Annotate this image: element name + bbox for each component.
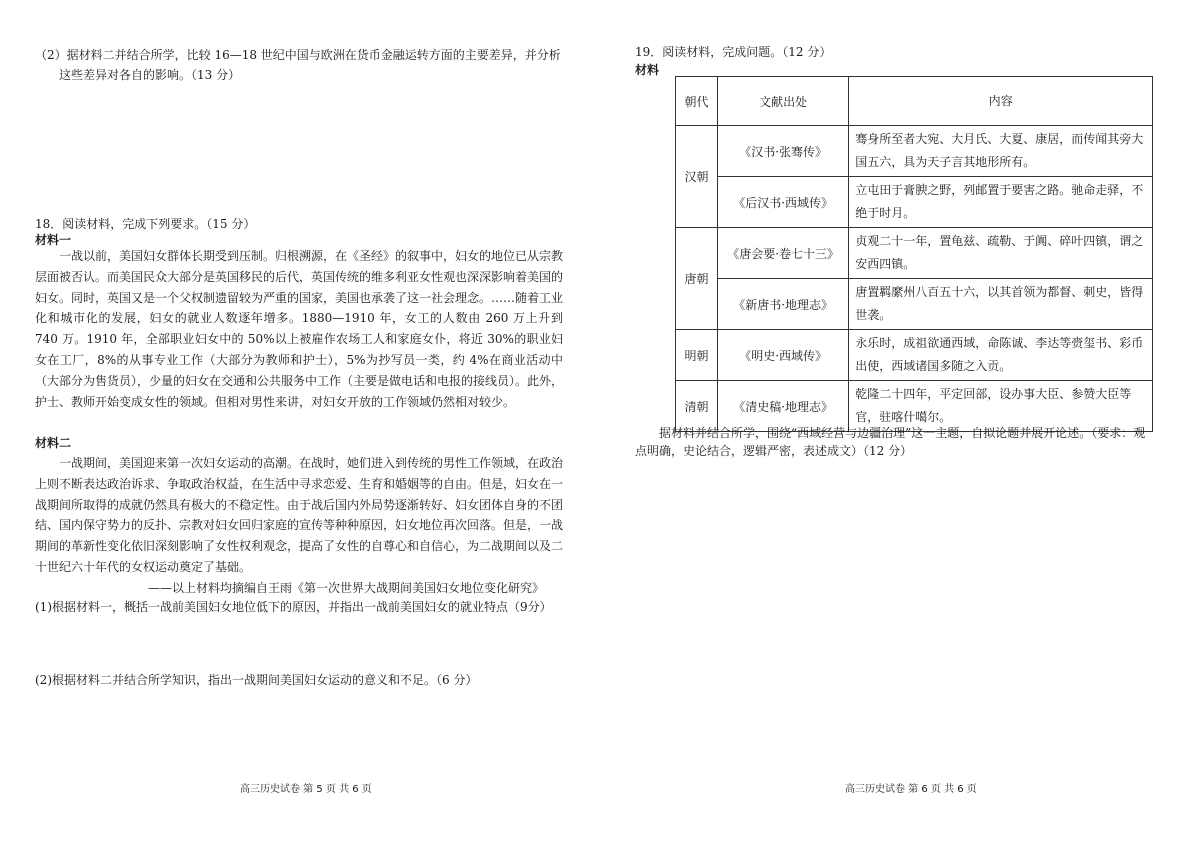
table-header-content: 内容 [849,77,1153,126]
material-2-text: 一战期间，美国迎来第一次妇女运动的高潮。在战时，她们进入到传统的男性工作领域，在政治上则不断表达政治诉求、争取政治权益，在生活中寻求恋爱、生育和婚姻等的自由。但是，妇女在一战期间所取得的成就仍然具有极大的不稳定性。由于战后国内外局势逐渐转好、妇女团体自身的不团结、国内保守势力的反扑、宗教对妇女回归家庭的宣传等种种原因，妇女地位再次回落。但是，一战期间的革新性变化依旧深刻影响了女性权利观念，提高了女性的自尊心和自信心，为二战期间以及二十世纪六十年代的女权运动奠定了基础。 [35,456,564,574]
source-cell: 《汉书·张骞传》 [717,126,848,177]
content-cell: 乾隆二十四年，平定回部，设办事大臣、参赞大臣等官，驻喀什噶尔。 [849,381,1153,432]
source-cell: 《新唐书·地理志》 [717,279,848,330]
question-19-task: 据材料并结合所学，围绕“西域经营与边疆治理”这一主题，自拟论题并展开论述。（要求：观点明确，史论结合，逻辑严密，表述成文）（12 分） [635,426,1146,458]
dynasty-cell: 唐朝 [676,228,718,330]
table-row [676,279,1153,330]
content-cell: 唐置羁縻州八百五十六，以其首领为都督、刺史，皆得世袭。 [849,279,1153,330]
page-footer: 高三历史试卷 第 6 页 共 6 页 [845,784,977,795]
dynasty-cell: 明朝 [676,330,718,381]
table-header-source: 文献出处 [717,77,848,126]
source-cell: 《唐会要·卷七十三》 [717,228,848,279]
material-1-text: 一战以前，美国妇女群体长期受到压制。归根溯源，在《圣经》的叙事中，妇女的地位已从宗教层面被否认。而美国民众大部分是英国移民的后代，英国传统的维多利亚女性观也深深影响着美国的妇女。同时，英国又是一个父权制遗留较为严重的国家，美国也承袭了这一社会理念。……随着工业化和城市化的发展，妇女的就业人数逐年增多。1880—1910 年，女工的人数由 260 万上升到 740 万。1910 年，全部职业妇女中的 50%以上被雇作农场工人和家庭女仆，将近 30%的职业妇女在工厂，8%的从事专业工作（大部分为教师和护士），5%为抄写员一类，约 4%在商业活动中（大部分为售货员），少量的妇女在交通和公共服务中工作（主要是做电话和电报的接线员）。此外，护士、教师开始变成女性的领域。但相对男性来讲，对妇女开放的工作领域仍然相对较少。 [35,249,564,409]
question-18-heading: 18．阅读材料，完成下列要求。（15 分） [35,217,256,231]
table-row [676,330,1153,381]
material-title: 材料 [635,63,660,77]
material-2-title: 材料二 [35,436,72,450]
material-1-title: 材料一 [35,233,72,247]
source-cell: 《清史稿·地理志》 [717,381,848,432]
page-footer: 高三历史试卷 第 5 页 共 6 页 [240,784,372,795]
content-cell: 立屯田于膏腴之野，列邮置于要害之路。驰命走驿，不绝于时月。 [849,177,1153,228]
dynasty-table [675,76,1153,432]
source-cell: 《后汉书·西域传》 [717,177,848,228]
table-header-dynasty: 朝代 [676,77,718,126]
content-cell: 贞观二十一年，置龟兹、疏勒、于阗、碎叶四镇，谓之安西四镇。 [849,228,1153,279]
question-18-1: (1)根据材料一，概括一战前美国妇女地位低下的原因，并指出一战前美国妇女的就业特点（9分） [35,600,552,614]
table-row [676,177,1153,228]
table-row [676,228,1153,279]
question-18-2: (2)根据材料二并结合所学知识，指出一战期间美国妇女运动的意义和不足。（6 分） [35,673,478,687]
material-source: ——以上材料均摘编自王雨《第一次世界大战期间美国妇女地位变化研究》 [148,581,545,595]
table-row [676,126,1153,177]
content-cell: 永乐时，成祖欲通西域，命陈诚、李达等赍玺书、彩币出使，西域诸国多随之入贡。 [849,330,1153,381]
question-19-heading: 19．阅读材料，完成问题。（12 分） [635,45,832,59]
question-17-part-2 [35,45,565,85]
source-cell: 《明史·西域传》 [717,330,848,381]
q17-line-1: （2）据材料二并结合所学，比较 16—18 世纪中国与欧洲在货币金融运转方面的主要差异，并分析 [35,48,561,62]
dynasty-cell: 清朝 [676,381,718,432]
q17-line-2: 这些差异对各自的影响。（13 分） [59,68,241,82]
content-cell: 骞身所至者大宛、大月氏、大夏、康居，而传闻其旁大国五六，具为天子言其地形所有。 [849,126,1153,177]
exam-page-6 [600,0,1200,849]
dynasty-cell: 汉朝 [676,126,718,228]
